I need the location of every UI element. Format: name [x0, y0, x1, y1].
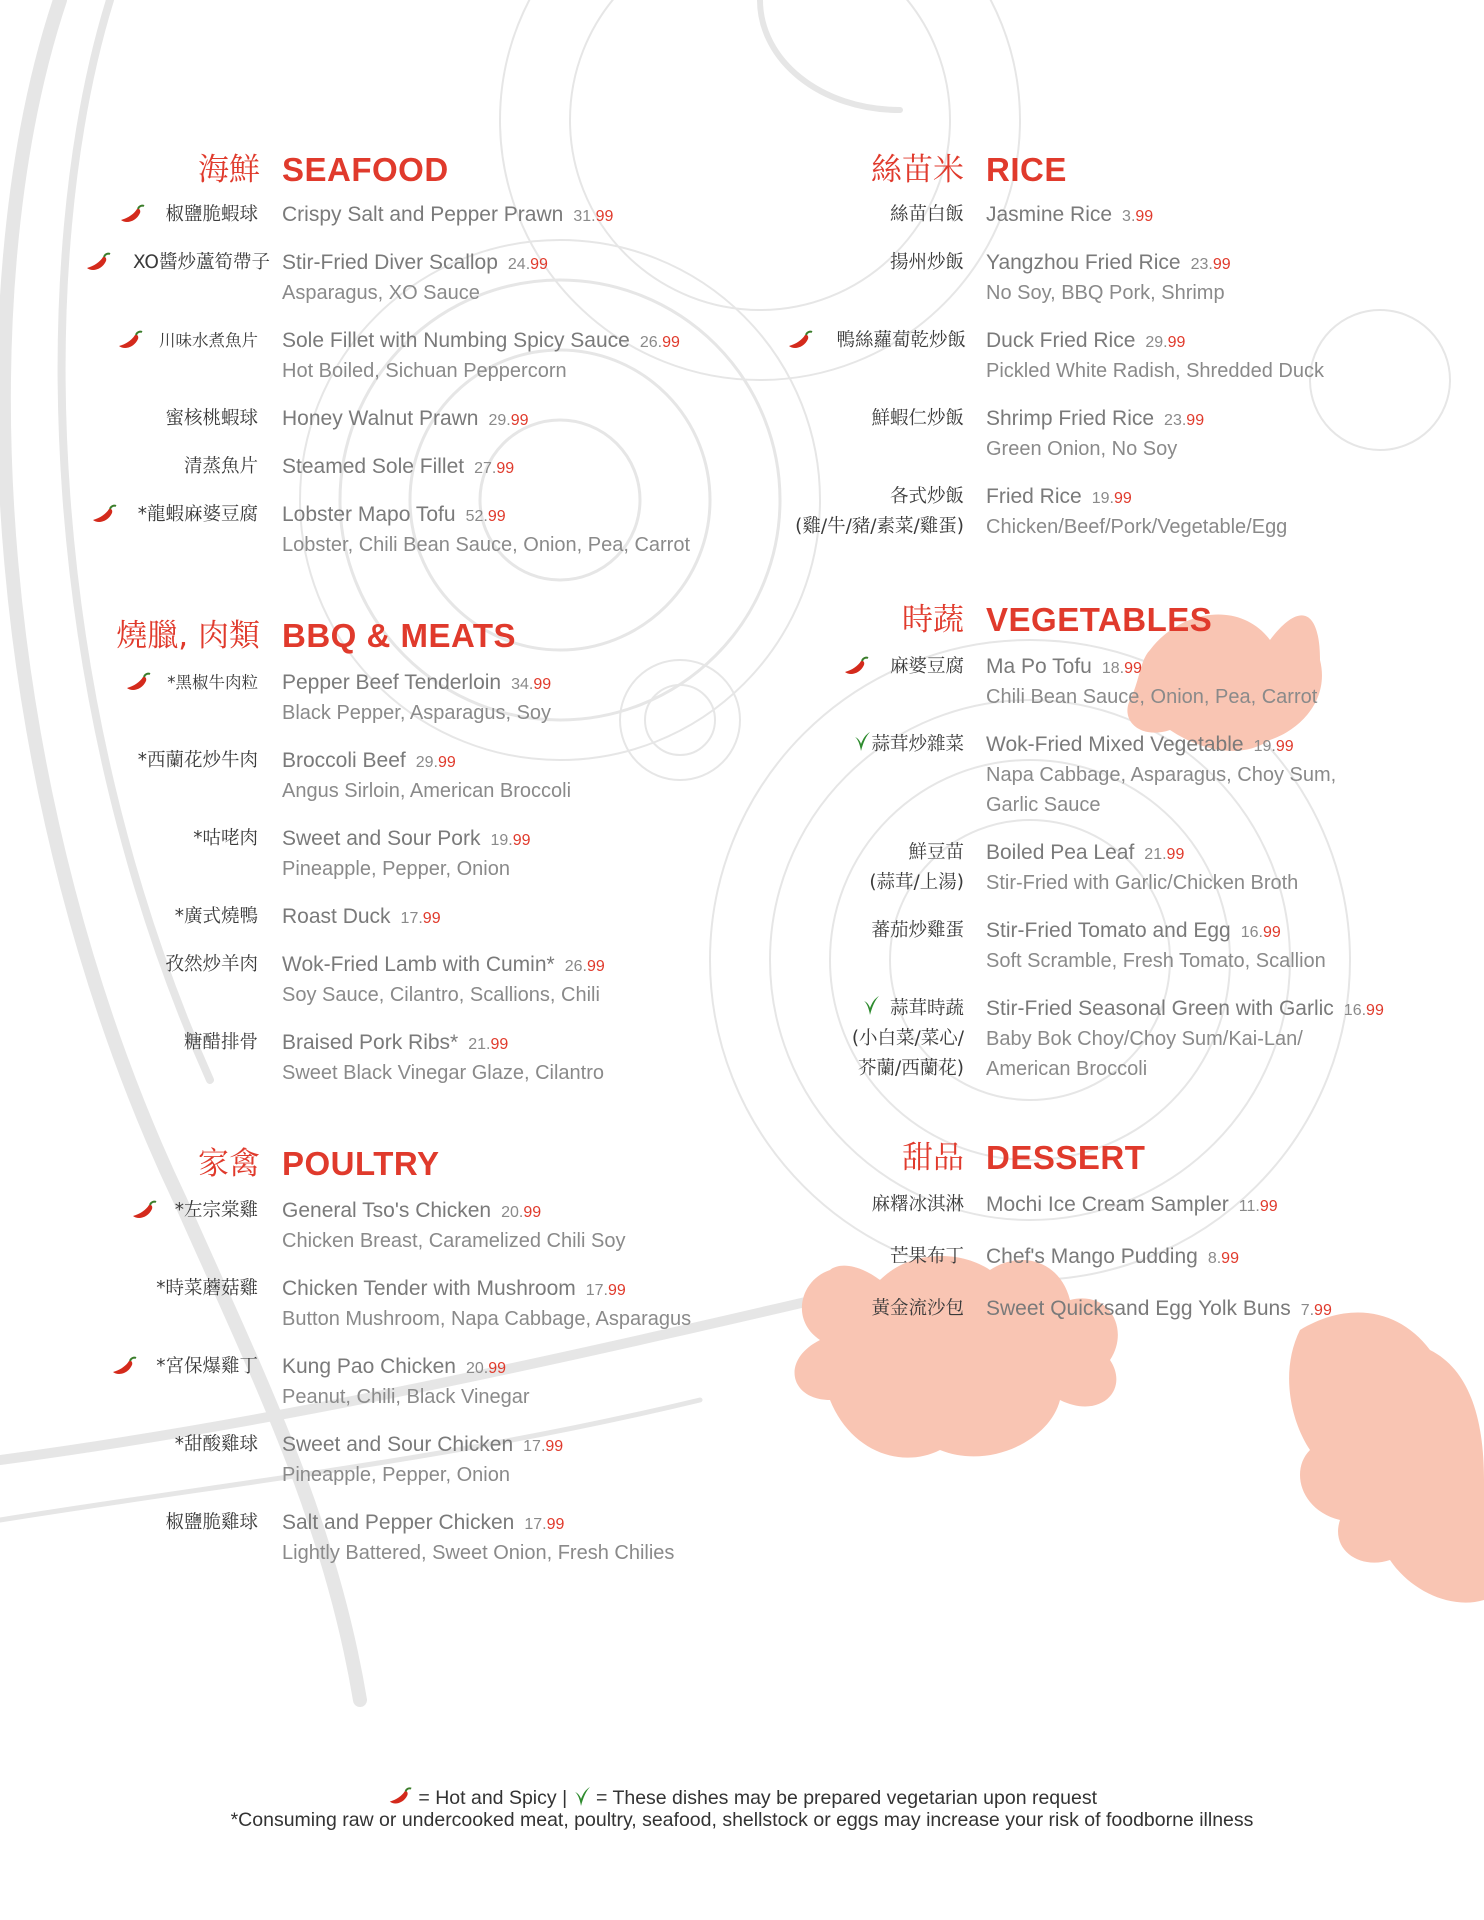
- dish-price: 20.99: [465, 1360, 506, 1377]
- dish-name-cn: *龍蝦麻婆豆腐: [137, 504, 258, 525]
- dish-name-cn: *咕咾肉: [193, 828, 258, 849]
- dish-name-cn-note: (小白菜/菜心/: [851, 1028, 964, 1049]
- menu-footer: [0, 1786, 1484, 1831]
- dish-name-cn: 蒜茸時蔬: [724, 994, 964, 1024]
- dish-price: 23.99: [1190, 256, 1231, 273]
- section-header: [664, 1136, 964, 1180]
- dish-name-cn: 絲苗白飯: [889, 204, 964, 225]
- dish-description: Sweet Black Vinegar Glaze, Cilantro: [282, 1062, 605, 1084]
- section-title-en: RICE: [986, 151, 1067, 188]
- dish-description: Green Onion, No Soy: [986, 438, 1178, 460]
- dish-name-cn: *時菜蘑菇雞: [156, 1278, 258, 1299]
- dish-name-en: Braised Pork Ribs*: [282, 1031, 459, 1054]
- dish-name-cn: 鮮蝦仁炒飯: [871, 408, 964, 429]
- dish-description: Stir-Fried with Garlic/Chicken Broth: [986, 872, 1299, 894]
- dish-description: Chicken Breast, Caramelized Chili Soy: [282, 1230, 626, 1252]
- dish-name-cn: *廣式燒鴨: [174, 906, 258, 927]
- dish-name-cn: *黑椒牛肉粒: [167, 673, 258, 692]
- dish-name-cn: 鮮豆苗: [908, 842, 964, 863]
- dish-description: Pineapple, Pepper, Onion: [282, 1464, 510, 1486]
- dish-description: Black Pepper, Asparagus, Soy: [282, 702, 552, 724]
- dish-name-cn: 蕃茄炒雞蛋: [871, 920, 964, 941]
- dish-name-en: Ma Po Tofu: [986, 655, 1092, 678]
- dish-name-cn-note: (蒜茸/上湯): [869, 872, 964, 893]
- chili-pepper-icon: [842, 656, 870, 678]
- dish-price: 29.99: [1145, 334, 1186, 351]
- dish-name-en: Jasmine Rice: [986, 203, 1113, 226]
- dish-price: 34.99: [511, 676, 552, 693]
- menu-item: [0, 248, 1484, 308]
- menu-item: [0, 916, 1484, 976]
- dish-name-en: Pepper Beef Tenderloin: [282, 671, 502, 694]
- section-title-en: POULTRY: [282, 1145, 440, 1182]
- dish-price: 26.99: [639, 334, 680, 351]
- dish-name-en: Salt and Pepper Chicken: [282, 1511, 515, 1534]
- dish-name-cn: 蜜核桃蝦球: [165, 408, 258, 429]
- dish-name-cn: 麻婆豆腐: [889, 656, 964, 677]
- dish-name-cn: *左宗棠雞: [174, 1200, 258, 1221]
- dish-price: 16.99: [1343, 1002, 1384, 1019]
- dish-name-en: Sweet and Sour Pork: [282, 827, 481, 850]
- menu-item: [0, 404, 1484, 464]
- dish-name-cn: 麻糬冰淇淋: [871, 1194, 964, 1215]
- menu-item: [0, 1242, 1484, 1302]
- dish-name-en: Broccoli Beef: [282, 749, 406, 772]
- dish-description: Lightly Battered, Sweet Onion, Fresh Chilies: [282, 1542, 675, 1564]
- dish-name-en: Fried Rice: [986, 485, 1082, 508]
- dish-name-cn: 揚州炒飯: [889, 252, 964, 273]
- dish-price: 31.99: [573, 208, 614, 225]
- section-title-cn: 海鮮: [198, 152, 260, 188]
- dish-price: 21.99: [1144, 846, 1185, 863]
- dish-name-en: Wok-Fried Mixed Vegetable: [986, 733, 1244, 756]
- dish-description: Chicken/Beef/Pork/Vegetable/Egg: [986, 516, 1288, 538]
- dish-price: 11.99: [1238, 1198, 1278, 1215]
- section-title-cn: 燒臘, 肉類: [116, 618, 260, 654]
- dish-name-cn: 黃金流沙包: [871, 1298, 964, 1319]
- dish-description: Soft Scramble, Fresh Tomato, Scallion: [986, 950, 1326, 972]
- menu-item: [0, 1352, 740, 1412]
- dish-name-en: Honey Walnut Prawn: [282, 407, 479, 430]
- chili-pepper-icon: [387, 1786, 413, 1808]
- dish-price: 29.99: [488, 412, 529, 429]
- section-header: [0, 148, 260, 192]
- dish-description: Baby Bok Choy/Choy Sum/Kai-Lan/: [986, 1028, 1303, 1050]
- dish-name-cn: 芒果布丁: [889, 1246, 964, 1267]
- dish-name-cn: 各式炒飯: [889, 486, 964, 507]
- dish-price: 24.99: [507, 256, 548, 273]
- dish-description-line2: American Broccoli: [986, 1058, 1148, 1080]
- dish-description: Asparagus, XO Sauce: [282, 282, 480, 304]
- dish-name-en: Duck Fried Rice: [986, 329, 1136, 352]
- swirl-arc: [760, 0, 900, 110]
- dish-description: Napa Cabbage, Asparagus, Choy Sum,: [986, 764, 1337, 786]
- dish-name-en: Sweet and Sour Chicken: [282, 1433, 514, 1456]
- dish-price: 26.99: [564, 958, 605, 975]
- dish-description: Pickled White Radish, Shredded Duck: [986, 360, 1324, 382]
- section-title-en: VEGETABLES: [986, 601, 1213, 638]
- leaf-check-icon: [862, 995, 880, 1017]
- leaf-check-icon: [853, 731, 871, 753]
- menu-item: [0, 1430, 740, 1490]
- dish-name-en: Shrimp Fried Rice: [986, 407, 1155, 430]
- dish-price: 19.99: [1091, 490, 1132, 507]
- dish-price: 19.99: [1253, 738, 1294, 755]
- dish-name-cn: 椒鹽脆雞球: [165, 1512, 258, 1533]
- section-title-en: SEAFOOD: [282, 151, 449, 188]
- dish-name-en: Roast Duck: [282, 905, 391, 928]
- dish-price: 16.99: [1240, 924, 1281, 941]
- dish-description: Lobster, Chili Bean Sauce, Onion, Pea, Carrot: [282, 534, 691, 556]
- section-header: [664, 148, 964, 192]
- dish-price: 7.99: [1300, 1302, 1332, 1319]
- food-safety-disclaimer: *Consuming raw or undercooked meat, poultry, seafood, shellstock or eggs may increase your risk of foodborne illness: [230, 1809, 1254, 1831]
- dish-price: 20.99: [501, 1204, 542, 1221]
- menu-item: [0, 326, 1484, 386]
- dish-name-en: Stir-Fried Seasonal Green with Garlic: [986, 997, 1334, 1020]
- legend-spicy-text: = Hot and Spicy: [418, 1787, 557, 1809]
- dish-name-cn: XO醬炒蘆筍帶子: [132, 252, 270, 273]
- dish-name-cn: 椒鹽脆蝦球: [165, 204, 258, 225]
- dish-price: 17.99: [523, 1438, 564, 1455]
- dish-price: 27.99: [474, 460, 515, 477]
- dish-name-en: Kung Pao Chicken: [282, 1355, 456, 1378]
- dish-price: 8.99: [1207, 1250, 1239, 1267]
- legend-separator: |: [562, 1787, 568, 1809]
- dish-name-en: Yangzhou Fried Rice: [986, 251, 1181, 274]
- section-header: [664, 598, 964, 642]
- dish-name-en: Steamed Sole Fillet: [282, 455, 465, 478]
- dish-name-en: Boiled Pea Leaf: [986, 841, 1135, 864]
- menu-item: [0, 1190, 1484, 1250]
- dish-price: 19.99: [490, 832, 531, 849]
- legend-vegetarian-text: = These dishes may be prepared vegetarian upon request: [595, 1787, 1097, 1809]
- dish-name-en: Mochi Ice Cream Sampler: [986, 1193, 1229, 1216]
- dish-price: 18.99: [1101, 660, 1142, 677]
- goldfish-silhouette: [1289, 1313, 1484, 1603]
- dish-description: Chili Bean Sauce, Onion, Pea, Carrot: [986, 686, 1318, 708]
- dish-name-cn: *甜酸雞球: [174, 1434, 258, 1455]
- menu-item: [0, 652, 1484, 712]
- dish-name-cn: 糖醋排骨: [183, 1032, 258, 1053]
- dish-name-cn-note: (雞/牛/豬/素菜/雞蛋): [795, 516, 964, 537]
- section-title-cn: 家禽: [198, 1146, 260, 1182]
- dish-name-cn: 鴨絲蘿蔔乾炒飯: [836, 330, 966, 351]
- section-title-en: DESSERT: [986, 1139, 1146, 1176]
- dish-name-cn-note-line2: 芥蘭/西蘭花): [858, 1058, 964, 1079]
- dish-price: 23.99: [1164, 412, 1205, 429]
- dish-name-en: General Tso's Chicken: [282, 1199, 492, 1222]
- menu-item: [0, 482, 1484, 542]
- menu-item: [0, 838, 1484, 898]
- dish-name-en: Sole Fillet with Numbing Spicy Sauce: [282, 329, 630, 352]
- dish-price: 52.99: [465, 508, 506, 525]
- section-header: [0, 1142, 260, 1186]
- menu-item: [0, 1294, 1484, 1354]
- menu-item: [0, 1508, 740, 1568]
- dish-price: 3.99: [1122, 208, 1154, 225]
- dish-name-en: Lobster Mapo Tofu: [282, 503, 456, 526]
- dish-description: Angus Sirloin, American Broccoli: [282, 780, 572, 802]
- dish-name-en: Crispy Salt and Pepper Prawn: [282, 203, 564, 226]
- dish-name-cn: 蒜茸炒雜菜: [724, 730, 964, 760]
- dish-name-en: Sweet Quicksand Egg Yolk Buns: [986, 1297, 1291, 1320]
- section-title-cn: 時蔬: [902, 602, 964, 638]
- dish-price: 17.99: [400, 910, 441, 927]
- dish-name-cn: 清蒸魚片: [183, 456, 258, 477]
- dish-description: Pineapple, Pepper, Onion: [282, 858, 510, 880]
- dish-name-cn: 川味水煮魚片: [159, 331, 258, 350]
- chili-pepper-icon: [110, 1356, 138, 1378]
- dish-name-en: Stir-Fried Diver Scallop: [282, 251, 498, 274]
- dish-name-cn: 孜然炒羊肉: [165, 954, 258, 975]
- section-title-cn: 甜品: [902, 1140, 964, 1176]
- dish-name-en: Chef's Mango Pudding: [986, 1245, 1198, 1268]
- chili-pepper-icon: [786, 330, 814, 352]
- dish-description: Hot Boiled, Sichuan Peppercorn: [282, 360, 567, 382]
- section-title-en: BBQ & MEATS: [282, 617, 517, 654]
- dish-name-en: Stir-Fried Tomato and Egg: [986, 919, 1231, 942]
- section-title-cn: 絲苗米: [871, 152, 964, 188]
- dish-name-en: Chicken Tender with Mushroom: [282, 1277, 576, 1300]
- dish-price: 17.99: [585, 1282, 626, 1299]
- dish-name-cn: *西蘭花炒牛肉: [137, 750, 258, 771]
- dish-description: Button Mushroom, Napa Cabbage, Asparagus: [282, 1308, 692, 1330]
- legend-line: [0, 1786, 1484, 1809]
- leaf-check-icon: [573, 1786, 591, 1808]
- dish-description: No Soy, BBQ Pork, Shrimp: [986, 282, 1225, 304]
- dish-price: 21.99: [468, 1036, 509, 1053]
- dish-description: Soy Sauce, Cilantro, Scallions, Chili: [282, 984, 600, 1006]
- dish-description-line2: Garlic Sauce: [986, 794, 1101, 816]
- dish-price: 17.99: [524, 1516, 565, 1533]
- dish-name-en: Wok-Fried Lamb with Cumin*: [282, 953, 555, 976]
- dish-price: 29.99: [415, 754, 456, 771]
- dish-description: Peanut, Chili, Black Vinegar: [282, 1386, 530, 1408]
- dish-name-cn: *宮保爆雞丁: [156, 1356, 258, 1377]
